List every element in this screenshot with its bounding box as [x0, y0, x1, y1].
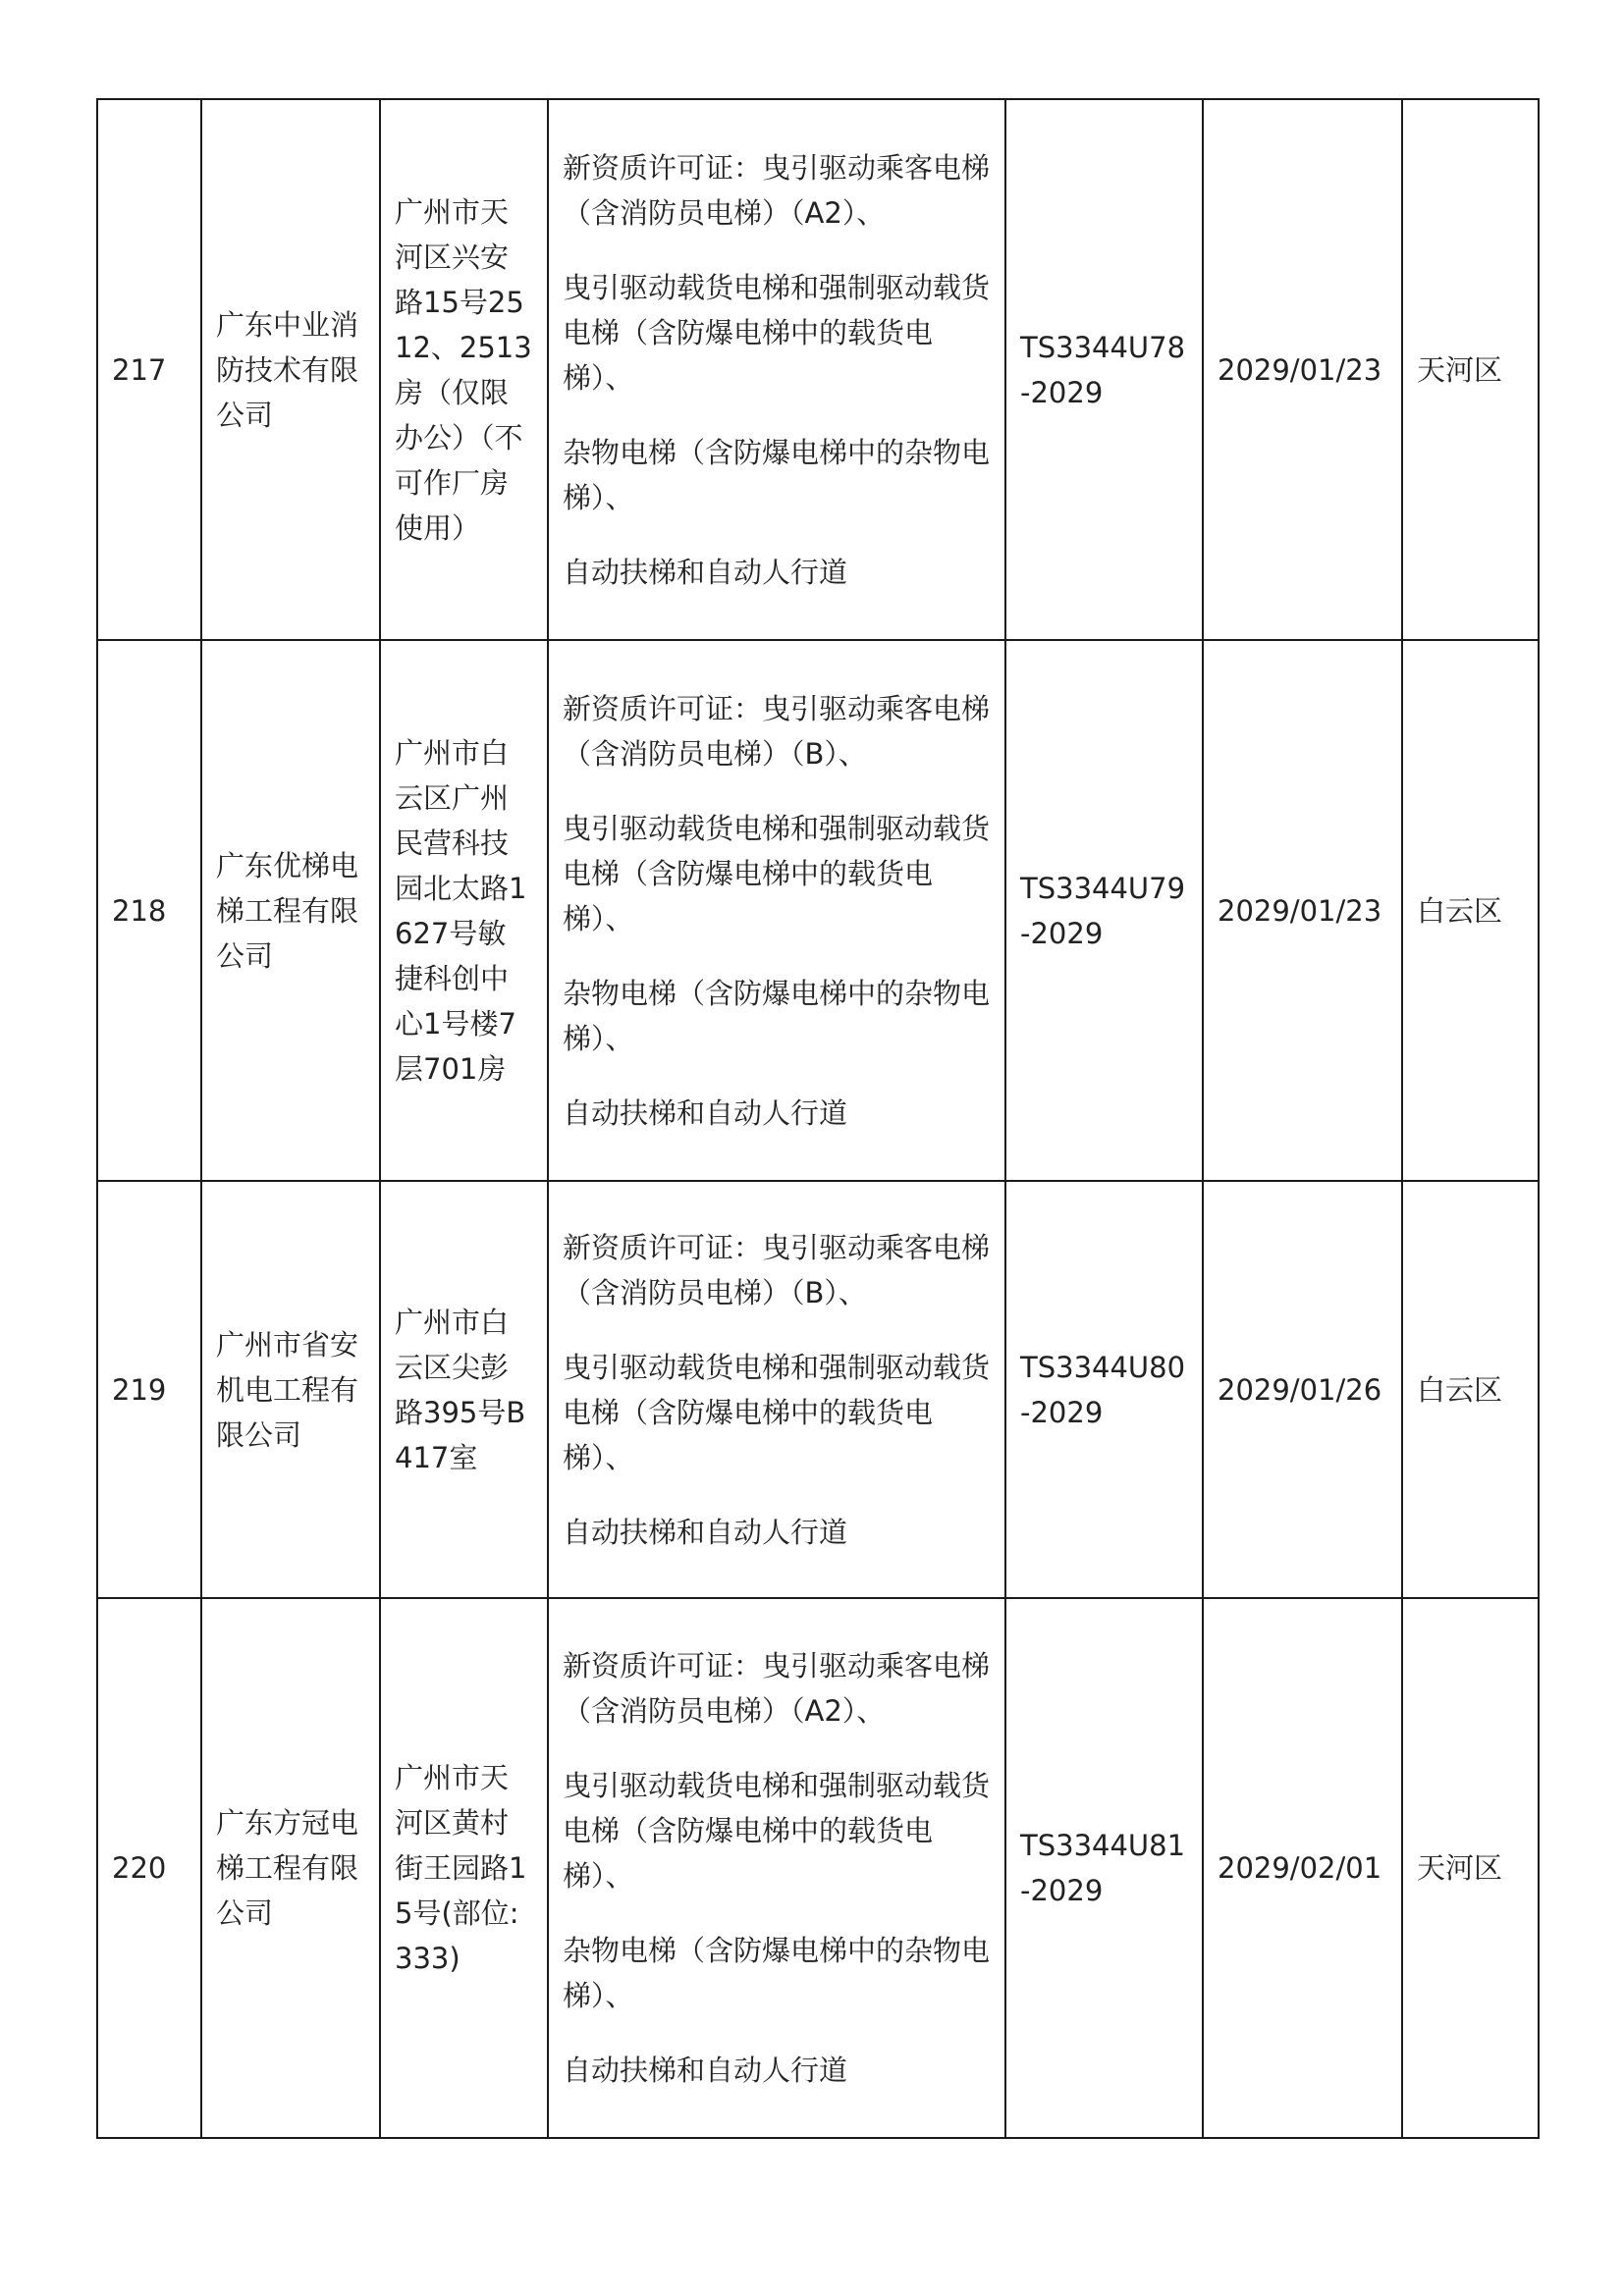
scope-item: 杂物电梯（含防爆电梯中的杂物电梯）、: [563, 1934, 991, 2012]
company-name: 广东优梯电梯工程有限公司: [201, 640, 380, 1181]
scope-item: 杂物电梯（含防爆电梯中的杂物电梯）、: [563, 976, 991, 1055]
scope-item: 新资质许可证：曳引驱动乘客电梯（含消防员电梯）（B）、: [563, 691, 991, 771]
license-number: TS3344U78-2029: [1005, 99, 1203, 640]
company-address: 广州市白云区广州民营科技园北太路1627号敏捷科创中心1号楼7层701房: [380, 640, 548, 1181]
license-number: TS3344U80-2029: [1005, 1181, 1203, 1598]
license-scope: [548, 640, 1005, 1181]
row-index: 218: [97, 640, 201, 1181]
license-scope: [548, 1598, 1005, 2138]
company-name: 广州市省安机电工程有限公司: [201, 1181, 380, 1598]
license-number: TS3344U81-2029: [1005, 1598, 1203, 2138]
scope-item: 自动扶梯和自动人行道: [563, 2054, 848, 2087]
expiry-date: 2029/02/01: [1203, 1598, 1402, 2138]
license-table: [96, 98, 1540, 2139]
expiry-date: 2029/01/23: [1203, 99, 1402, 640]
scope-item: 曳引驱动载货电梯和强制驱动载货电梯（含防爆电梯中的载货电梯）、: [563, 811, 991, 935]
license-number: TS3344U79-2029: [1005, 640, 1203, 1181]
scope-item: 自动扶梯和自动人行道: [563, 1095, 848, 1130]
district: 天河区: [1402, 99, 1539, 640]
district: 白云区: [1402, 640, 1539, 1181]
company-address: 广州市天河区黄村街王园路15号(部位:333): [380, 1598, 548, 2138]
expiry-date: 2029/01/26: [1203, 1181, 1402, 1598]
row-index: 219: [97, 1181, 201, 1598]
scope-item: 曳引驱动载货电梯和强制驱动载货电梯（含防爆电梯中的载货电梯）、: [563, 1350, 991, 1474]
scope-item: 新资质许可证：曳引驱动乘客电梯（含消防员电梯）（B）、: [563, 1230, 991, 1309]
scope-item: 杂物电梯（含防爆电梯中的杂物电梯）、: [563, 435, 991, 514]
table-row: [97, 640, 1539, 1181]
expiry-date: 2029/01/23: [1203, 640, 1402, 1181]
license-scope: [548, 99, 1005, 640]
scope-item: 新资质许可证：曳引驱动乘客电梯（含消防员电梯）（A2）、: [563, 150, 991, 230]
district: 天河区: [1402, 1598, 1539, 2138]
company-address: 广州市白云区尖彭路395号B417室: [380, 1181, 548, 1598]
scope-item: 自动扶梯和自动人行道: [563, 1515, 848, 1549]
scope-item: 新资质许可证：曳引驱动乘客电梯（含消防员电梯）（A2）、: [563, 1649, 991, 1728]
table-row: [97, 1598, 1539, 2138]
company-address: 广州市天河区兴安路15号2512、2513房（仅限办公）（不可作厂房使用）: [380, 99, 548, 640]
row-index: 220: [97, 1598, 201, 2138]
row-index: 217: [97, 99, 201, 640]
district: 白云区: [1402, 1181, 1539, 1598]
license-scope: [548, 1181, 1005, 1598]
company-name: 广东中业消防技术有限公司: [201, 99, 380, 640]
table-row: [97, 1181, 1539, 1598]
table-row: [97, 99, 1539, 640]
company-name: 广东方冠电梯工程有限公司: [201, 1598, 380, 2138]
scope-item: 自动扶梯和自动人行道: [563, 555, 848, 589]
scope-item: 曳引驱动载货电梯和强制驱动载货电梯（含防爆电梯中的载货电梯）、: [563, 270, 991, 395]
scope-item: 曳引驱动载货电梯和强制驱动载货电梯（含防爆电梯中的载货电梯）、: [563, 1769, 991, 1893]
